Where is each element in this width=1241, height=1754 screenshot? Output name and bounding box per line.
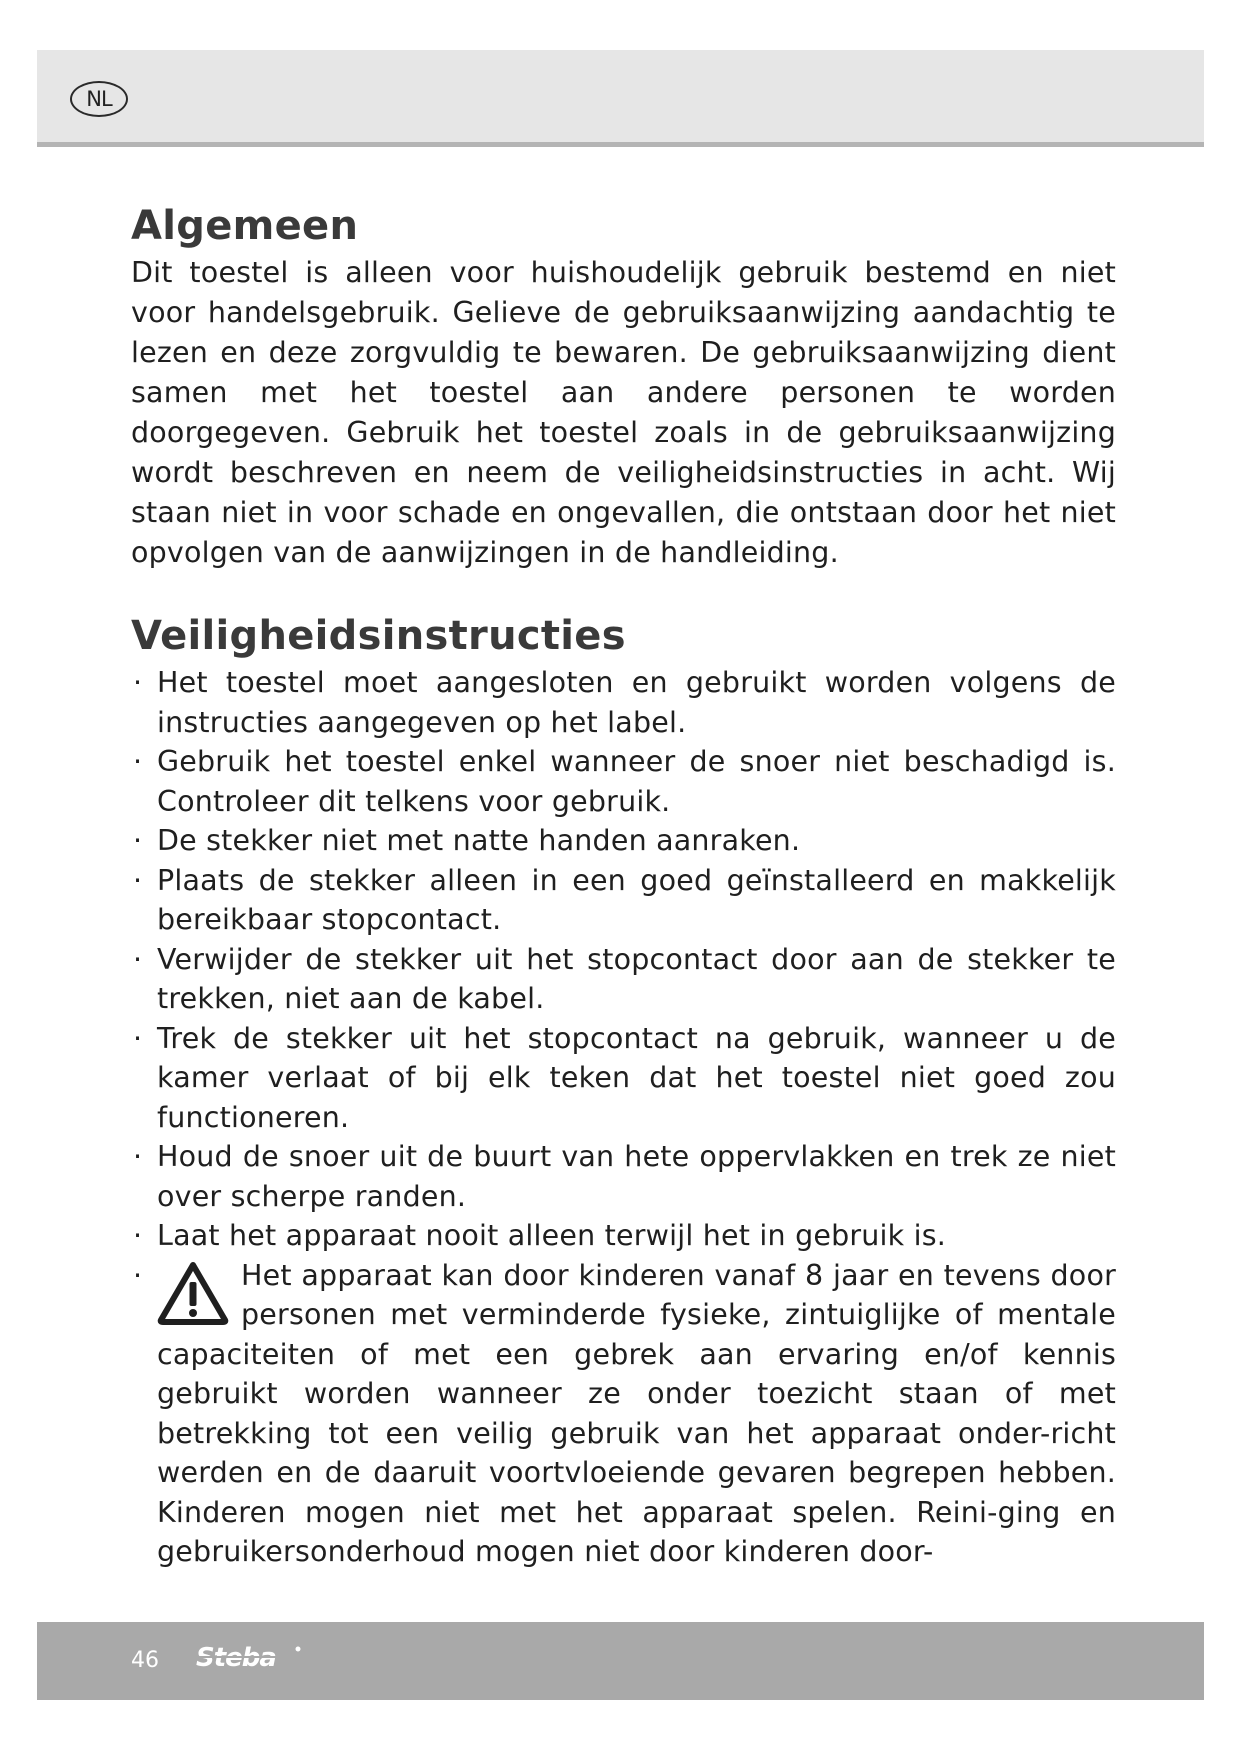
list-item: · Gebruik het toestel enkel wanneer de snoer niet beschadigd is. Controleer dit telkens voor gebruik. — [131, 742, 1116, 821]
general-paragraph: Dit toestel is alleen voor huishoudelijk gebruik bestemd en niet voor handelsgebruik. Gelieve de gebruiksaanwijzing aandachtig te lezen en deze zorgvuldig te bewaren. De gebruiksaanwijzing dient samen met het toestel aan andere personen te worden doorgegeven. Gebruik het toestel zoals in de gebruiksaanwijzing wordt beschreven en neem de veiligheidsinstructies in acht. Wij staan niet in voor schade en ongevallen, die ontstaan door het niet opvolgen van de aanwijzingen in de handleiding. — [131, 256, 1116, 569]
svg-text:Steba: Steba — [196, 1643, 276, 1673]
list-item-warning: · Het apparaat kan door kinderen vanaf 8 jaar en tevens door personen met verminderde fysieke, zintuiglijke of mentale capaciteiten of met een gebrek aan ervaring en/of kennis gebruikt worden wanneer ze onder toezicht staan of met betrekking tot een veilig gebruik van het apparaat onder-richt werden en de daaruit voortvloeiende gevaren begrepen hebben. Kinderen mogen niet met het apparaat spelen. Reini-ging en gebruikersonderhoud mogen niet door kinderen door- — [131, 1256, 1116, 1572]
steba-logo-icon — [194, 1641, 314, 1677]
page-number: 46 — [131, 1648, 159, 1673]
section-title-safety: Veiligheidsinstructies — [131, 613, 626, 659]
list-item: · Trek de stekker uit het stopcontact na gebruik, wanneer u de kamer verlaat of bij elk teken dat het toestel niet goed zou functioneren. — [131, 1019, 1116, 1138]
warning-triangle-icon — [157, 1260, 229, 1326]
list-item: · Houd de snoer uit de buurt van hete oppervlakken en trek ze niet over scherpe randen. — [131, 1137, 1116, 1216]
list-item: · Plaats de stekker alleen in een goed geïnstalleerd en makkelijk bereikbaar stopcontact. — [131, 861, 1116, 940]
language-code: NL — [86, 87, 112, 111]
list-item: · Het toestel moet aangesloten en gebruikt worden volgens de instructies aangegeven op het label. — [131, 663, 1116, 742]
list-item: · Laat het apparaat nooit alleen terwijl het in gebruik is. — [131, 1216, 1116, 1256]
list-item: · Verwijder de stekker uit het stopcontact door aan de stekker te trekken, niet aan de kabel. — [131, 940, 1116, 1019]
language-badge — [70, 81, 128, 117]
safety-list — [131, 663, 1116, 1572]
section-title-general: Algemeen — [131, 203, 359, 249]
list-item: · De stekker niet met natte handen aanraken. — [131, 821, 1116, 861]
header-divider — [37, 142, 1204, 147]
page-content — [131, 199, 1116, 1572]
header-band — [37, 50, 1204, 142]
